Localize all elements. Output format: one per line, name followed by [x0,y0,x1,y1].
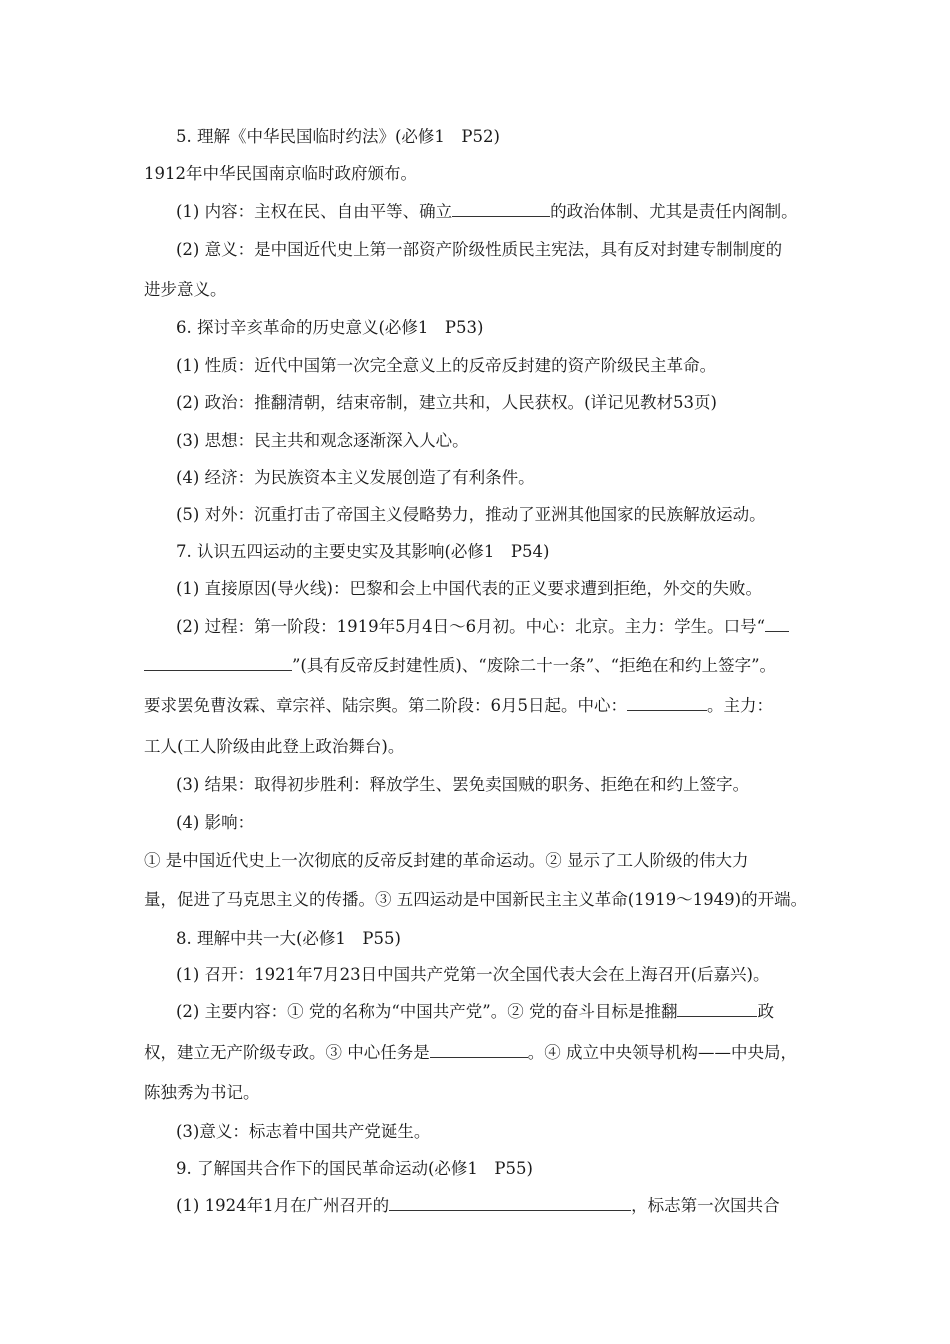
text: (2) 过程：第一阶段：1919年5月4日～6月初。中心：北京。主力：学生。口号“ [176,617,766,636]
text: (1) 1924年1月在广州召开的 [176,1196,390,1215]
section-7-item-2-cont3: 工人(工人阶级由此登上政治舞台)。 [144,737,405,756]
section-8-item-3: (3)意义：标志着中国共产党诞生。 [176,1122,431,1141]
fill-blank[interactable] [627,695,707,711]
section-7-item-1: (1) 直接原因(导火线)：巴黎和会上中国代表的正义要求遭到拒绝，外交的失败。 [176,579,762,598]
section-8-item-2-cont [0,1042,950,1064]
section-6-heading: 6. 探讨辛亥革命的历史意义(必修1 P53) [176,318,484,337]
fill-blank[interactable] [430,1042,528,1058]
section-7-impact-1: ① 是中国近代史上一次彻底的反帝反封建的革命运动。② 显示了工人阶级的伟大力 [144,851,749,870]
section-9-heading: 9. 了解国共合作下的国民革命运动(必修1 P55) [176,1159,533,1178]
text: 政 [757,1002,774,1021]
text: (1) 内容：主权在民、自由平等、确立 [176,202,453,221]
section-6-item-1: (1) 性质：近代中国第一次完全意义上的反帝反封建的资产阶级民主革命。 [176,356,717,375]
text: ，标志第一次国共合 [631,1196,780,1215]
fill-blank[interactable] [389,1195,631,1211]
section-8-heading: 8. 理解中共一大(必修1 P55) [176,929,401,948]
section-8-item-1: (1) 召开：1921年7月23日中国共产党第一次全国代表大会在上海召开(后嘉兴)。 [176,965,770,984]
text: ”(具有反帝反封建性质)、“废除二十一条”、“拒绝在和约上签字”。 [292,656,777,675]
section-7-heading: 7. 认识五四运动的主要史实及其影响(必修1 P54) [176,542,550,561]
text: 的政治体制、尤其是责任内阁制。 [550,202,798,221]
section-7-item-3: (3) 结果：取得初步胜利：释放学生、罢免卖国贼的职务、拒绝在和约上签字。 [176,775,750,794]
text: 权，建立无产阶级专政。③ 中心任务是 [144,1043,430,1062]
fill-blank[interactable] [765,616,789,632]
fill-blank[interactable] [452,201,550,217]
section-9-item-1 [0,1195,950,1217]
section-7-item-2-cont2 [0,695,950,717]
section-6-item-3: (3) 思想：民主共和观念逐渐深入人心。 [176,431,469,450]
text: 。④ 成立中央领导机构——中央局， [527,1043,797,1062]
section-6-item-5: (5) 对外：沉重打击了帝国主义侵略势力，推动了亚洲其他国家的民族解放运动。 [176,505,766,524]
text: (2) 主要内容：① 党的名称为“中国共产党”。② 党的奋斗目标是推翻 [176,1002,678,1021]
fill-blank[interactable] [144,655,292,671]
section-7-item-4: (4) 影响： [176,813,255,832]
section-5-intro: 1912年中华民国南京临时政府颁布。 [144,164,417,183]
section-6-item-2: (2) 政治：推翻清朝，结束帝制，建立共和，人民获权。(详记见教材53页) [176,393,717,412]
section-8-item-2 [0,1001,950,1023]
text: 要求罢免曹汝霖、章宗祥、陆宗舆。第二阶段：6月5日起。中心： [144,696,627,715]
section-7-item-2 [0,616,950,638]
section-5-significance: (2) 意义：是中国近代史上第一部资产阶级性质民主宪法，具有反对封建专制制度的 [176,240,783,259]
section-5-heading: 5. 理解《中华民国临时约法》(必修1 P52) [176,127,500,146]
section-7-item-2-cont [0,655,950,677]
section-5-significance-cont: 进步意义。 [144,280,227,299]
section-7-impact-2: 量，促进了马克思主义的传播。③ 五四运动是中国新民主主义革命(1919～1949)的开端。 [144,890,808,909]
text: 。主力： [707,696,773,715]
section-6-item-4: (4) 经济：为民族资本主义发展创造了有利条件。 [176,468,535,487]
section-8-item-2-cont2: 陈独秀为书记。 [144,1083,260,1102]
fill-blank[interactable] [677,1001,757,1017]
section-5-content [0,201,950,223]
